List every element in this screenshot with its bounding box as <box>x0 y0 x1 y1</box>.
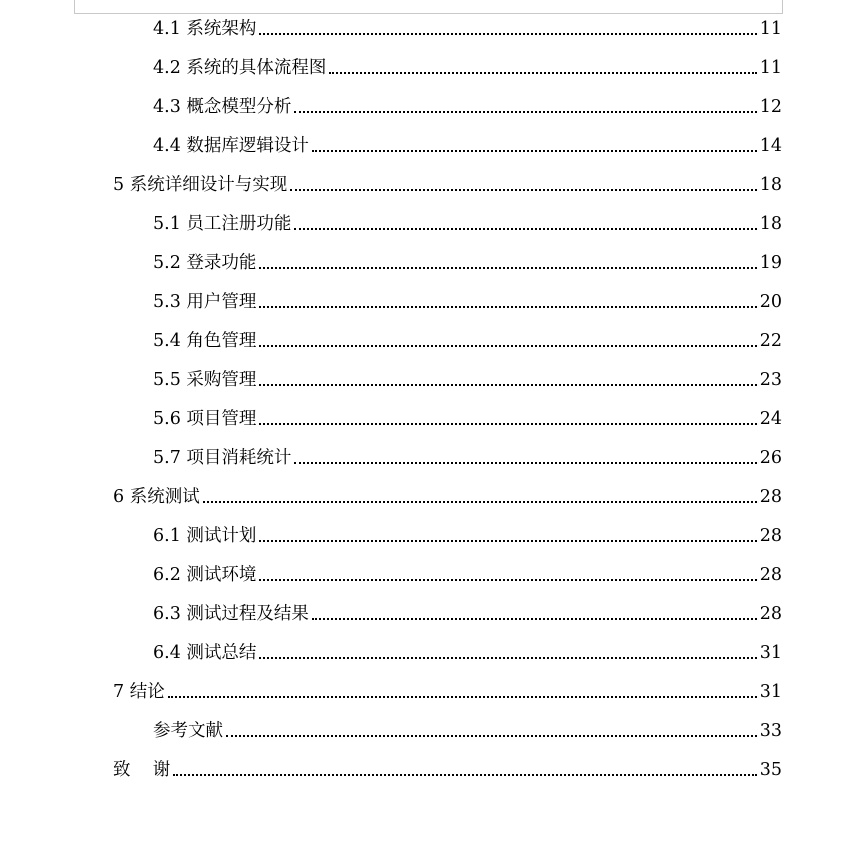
toc-page-number: 11 <box>759 58 782 78</box>
toc-page-number: 31 <box>759 682 782 702</box>
toc-dot-leader <box>329 72 756 74</box>
toc-entry-title: 5 系统详细设计与实现 <box>113 175 288 195</box>
toc-dot-leader <box>312 150 757 152</box>
toc-entry-title: 5.5 采购管理 <box>153 370 257 390</box>
toc-page-number: 14 <box>759 136 782 156</box>
toc-dot-leader <box>259 657 756 659</box>
toc-dot-leader <box>203 501 757 503</box>
toc-page-number: 35 <box>759 760 782 780</box>
toc-entry[interactable] <box>153 211 782 235</box>
toc-dot-leader <box>294 462 756 464</box>
toc-entry-title: 7 结论 <box>113 682 165 702</box>
toc-entry[interactable] <box>153 16 782 40</box>
toc-dot-leader <box>294 228 756 230</box>
toc-entry-title: 参考文献 <box>153 721 223 741</box>
toc-page-number: 28 <box>759 526 782 546</box>
toc-entry[interactable] <box>153 367 782 391</box>
toc-entry[interactable] <box>153 328 782 352</box>
toc-page-number: 24 <box>759 409 782 429</box>
toc-entry[interactable] <box>153 289 782 313</box>
toc-dot-leader <box>173 774 756 776</box>
toc-dot-leader <box>312 618 757 620</box>
toc-page-number: 22 <box>759 331 782 351</box>
toc-entry-title: 4.2 系统的具体流程图 <box>153 58 327 78</box>
toc-entry-title: 致 谢 <box>113 760 171 780</box>
toc-page-number: 28 <box>759 487 782 507</box>
toc-entry-title: 6.3 测试过程及结果 <box>153 604 309 624</box>
toc-entry-title: 5.1 员工注册功能 <box>153 214 292 234</box>
toc-dot-leader <box>226 735 757 737</box>
toc-dot-leader <box>259 267 756 269</box>
toc-entry[interactable] <box>153 94 782 118</box>
toc-page-number: 23 <box>759 370 782 390</box>
toc-page-number: 31 <box>759 643 782 663</box>
toc-entry-title: 6.2 测试环境 <box>153 565 257 585</box>
toc-dot-leader <box>259 345 756 347</box>
toc-entry[interactable] <box>153 562 782 586</box>
toc-dot-leader <box>259 423 756 425</box>
toc-entry-title: 5.4 角色管理 <box>153 331 257 351</box>
toc-page-number: 19 <box>759 253 782 273</box>
toc-page-number: 11 <box>759 19 782 39</box>
toc-entry[interactable] <box>153 523 782 547</box>
toc-chapter-entry[interactable] <box>113 172 782 196</box>
toc-dot-leader <box>259 579 756 581</box>
toc-page-number: 33 <box>759 721 782 741</box>
toc-entry-title: 5.6 项目管理 <box>153 409 257 429</box>
toc-dot-leader <box>259 540 756 542</box>
toc-dot-leader <box>168 696 757 698</box>
toc-dot-leader <box>294 111 756 113</box>
toc-page-number: 28 <box>759 604 782 624</box>
toc-dot-leader <box>290 189 757 191</box>
toc-entry-title: 4.1 系统架构 <box>153 19 257 39</box>
toc-entry-title: 5.3 用户管理 <box>153 292 257 312</box>
toc-page-number: 18 <box>759 175 782 195</box>
toc-chapter-entry[interactable] <box>113 679 782 703</box>
toc-entry[interactable] <box>153 601 782 625</box>
toc-entry[interactable] <box>153 250 782 274</box>
toc-chapter-entry[interactable] <box>113 757 782 781</box>
toc-entry[interactable] <box>153 640 782 664</box>
toc-page-number: 20 <box>759 292 782 312</box>
toc-entry-title: 4.4 数据库逻辑设计 <box>153 136 309 156</box>
toc-entry-title: 6.1 测试计划 <box>153 526 257 546</box>
toc-entry-title: 5.7 项目消耗统计 <box>153 448 292 468</box>
toc-entry-title: 4.3 概念模型分析 <box>153 97 292 117</box>
toc-entry-title: 6 系统测试 <box>113 487 200 507</box>
toc-entry-title: 6.4 测试总结 <box>153 643 257 663</box>
toc-chapter-entry[interactable] <box>113 484 782 508</box>
toc-entry[interactable] <box>153 718 782 742</box>
toc-entry[interactable] <box>153 55 782 79</box>
toc-dot-leader <box>259 306 756 308</box>
toc-dot-leader <box>259 384 756 386</box>
toc-entry[interactable] <box>153 445 782 469</box>
toc-page-number: 26 <box>759 448 782 468</box>
toc-page-number: 28 <box>759 565 782 585</box>
toc-dot-leader <box>259 33 756 35</box>
toc-entry[interactable] <box>153 133 782 157</box>
toc-page-number: 18 <box>759 214 782 234</box>
toc-entry[interactable] <box>153 406 782 430</box>
toc-page-number: 12 <box>759 97 782 117</box>
toc-entry-title: 5.2 登录功能 <box>153 253 257 273</box>
